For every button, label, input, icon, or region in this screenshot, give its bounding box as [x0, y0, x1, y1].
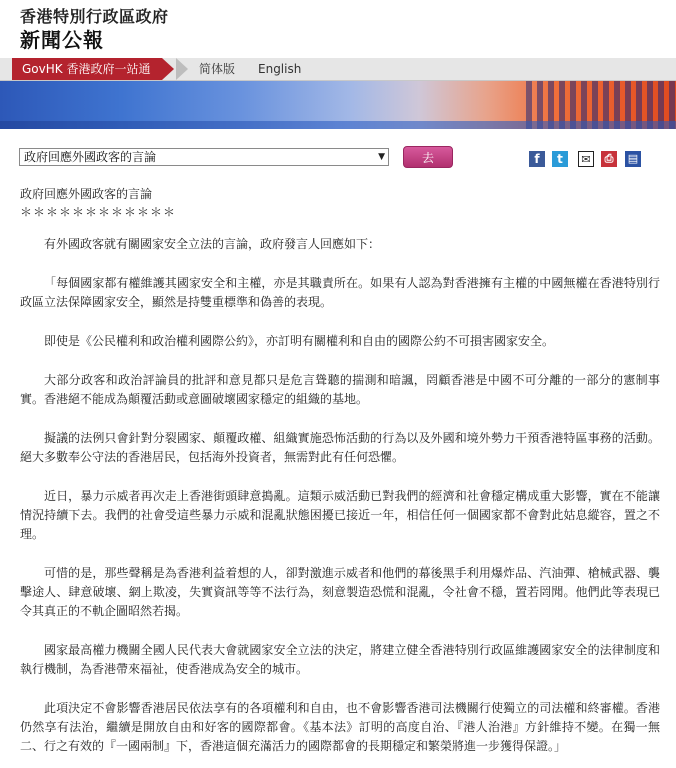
article-paragraph: 可惜的是，那些聲稱是為香港利益着想的人，卻對激進示威者和他們的幕後黑手利用爆炸品、汽油彈、槍械武器、襲擊途人、肆意破壞、網上欺凌，失實資訊等等不法行為，刻意製造恐慌和混亂，令社會不穩，置若罔聞。他們此等表現已令其真正的不軌企圖昭然若揭。	[20, 566, 660, 618]
article-select-value: 政府回應外國政客的言論	[24, 150, 157, 164]
email-share-icon[interactable]: ✉	[578, 151, 594, 167]
page-view-icon[interactable]: ▤	[625, 151, 641, 167]
top-nav-bar	[0, 58, 676, 81]
article-paragraph: 有外國政客就有關國家安全立法的言論，政府發言人回應如下：	[44, 237, 381, 251]
article-paragraph: 近日，暴力示威者再次走上香港街頭肆意搗亂。這類示威活動已對我們的經濟和社會穩定構成重大影響，實在不能讓情況持續下去。我們的社會受這些暴力示威和混亂狀態困擾已接近一年，相信任何一個國家都不會對此姑息縱容，置之不理。	[20, 489, 660, 541]
article-paragraph: 「每個國家都有權維護其國家安全和主權，亦是其職責所在。如果有人認為對香港擁有主權的中國無權在香港特別行政區立法保障國家安全，顯然是持雙重標準和偽善的表現。	[20, 276, 660, 309]
print-icon[interactable]: ⎙	[601, 151, 617, 167]
article-title: 政府回應外國政客的言論	[20, 187, 153, 201]
site-header	[0, 0, 676, 58]
govhk-link[interactable]: GovHK 香港政府一站通	[12, 58, 162, 80]
article-paragraph: 擬議的法例只會針對分裂國家、顛覆政權、組織實施恐怖活動的行為以及外國和境外勢力干預香港特區事務的活動。絕大多數奉公守法的香港居民，包括海外投資者，無需對此有任何恐懼。	[20, 431, 660, 464]
govhk-arrow-decor	[162, 58, 174, 80]
banner-bottom-strip	[0, 121, 676, 129]
org-name: 香港特別行政區政府	[20, 7, 169, 26]
go-button[interactable]: 去	[403, 146, 453, 168]
press-release-brand[interactable]: 新聞公報	[20, 28, 104, 52]
article-select-dropdown[interactable]	[19, 148, 389, 166]
english-link[interactable]: English	[258, 62, 302, 76]
article-paragraph: 大部分政客和政治評論員的批評和意見都只是危言聳聽的揣測和暗諷，罔顧香港是中國不可分離的一部分的憲制事實。香港絕不能成為顛覆活動或意圖破壞國家穩定的組織的基地。	[20, 373, 660, 406]
twitter-share-icon[interactable]: t	[552, 151, 568, 167]
article-toolbar	[0, 140, 676, 176]
header-banner	[0, 81, 676, 129]
article-content	[20, 186, 660, 768]
facebook-share-icon[interactable]: f	[529, 151, 545, 167]
article-paragraph: 即使是《公民權利和政治權利國際公約》，亦訂明有關權利和自由的國際公約不可損害國家安全。	[44, 334, 555, 348]
chevron-down-icon: ▼	[378, 152, 385, 162]
article-paragraph: 此項決定不會影響香港居民依法享有的各項權利和自由，也不會影響香港司法機關行使獨立的司法權和終審權。香港仍然享有法治，繼續是開放自由和好客的國際都會。《基本法》訂明的高度自治、『港人治港』方針維持不變。在獨一無二、行之有效的『一國兩制』下，香港這個充滿活力的國際都會的長期穩定和繁榮將進一步獲得保證。」	[20, 701, 660, 753]
article-stars-divider: ＊＊＊＊＊＊＊＊＊＊＊＊	[20, 205, 177, 219]
article-paragraph: 國家最高權力機關全國人民代表大會就國家安全立法的決定，將建立健全香港特別行政區維護國家安全的法律制度和執行機制，為香港帶來福祉，使香港成為安全的城市。	[20, 643, 660, 676]
simplified-chinese-link[interactable]: 简体版	[199, 62, 236, 76]
nav-separator	[176, 58, 188, 80]
